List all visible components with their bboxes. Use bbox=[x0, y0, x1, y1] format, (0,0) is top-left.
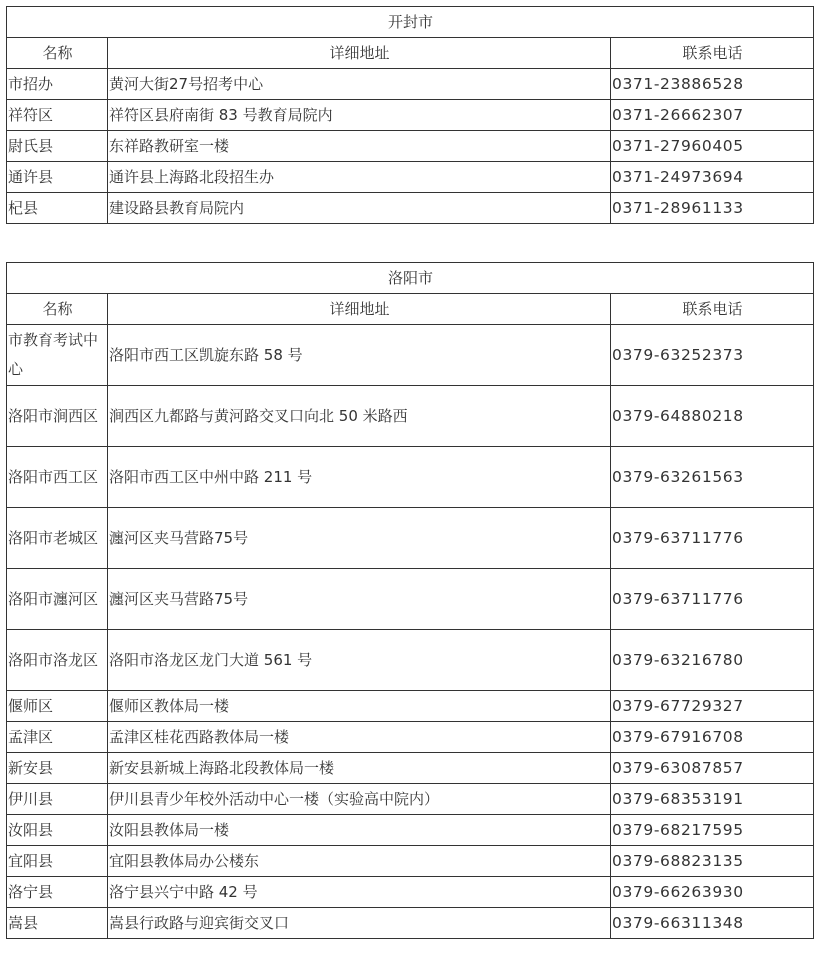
office-address: 新安县新城上海路北段教体局一楼 bbox=[108, 753, 611, 784]
column-header-name: 名称 bbox=[7, 38, 108, 69]
office-address: 洛阳市西工区凯旋东路 58 号 bbox=[108, 325, 611, 386]
city-caption: 洛阳市 bbox=[7, 263, 814, 294]
office-address: 伊川县青少年校外活动中心一楼（实验高中院内） bbox=[108, 784, 611, 815]
table-row bbox=[7, 193, 814, 224]
table-row bbox=[7, 325, 814, 386]
office-name: 祥符区 bbox=[7, 100, 108, 131]
office-address: 黄河大街27号招考中心 bbox=[108, 69, 611, 100]
office-phone: 0379-67916708 bbox=[611, 722, 814, 753]
table-row bbox=[7, 386, 814, 447]
office-address: 洛宁县兴宁中路 42 号 bbox=[108, 877, 611, 908]
office-name: 洛阳市洛龙区 bbox=[7, 630, 108, 691]
office-address: 瀍河区夹马营路75号 bbox=[108, 569, 611, 630]
office-phone: 0371-24973694 bbox=[611, 162, 814, 193]
table-row bbox=[7, 877, 814, 908]
office-address: 东祥路教研室一楼 bbox=[108, 131, 611, 162]
office-phone: 0379-68823135 bbox=[611, 846, 814, 877]
office-name: 尉氏县 bbox=[7, 131, 108, 162]
office-phone: 0379-63252373 bbox=[611, 325, 814, 386]
office-phone: 0379-63087857 bbox=[611, 753, 814, 784]
office-phone: 0379-67729327 bbox=[611, 691, 814, 722]
office-name: 偃师区 bbox=[7, 691, 108, 722]
table-row bbox=[7, 908, 814, 939]
table-row bbox=[7, 846, 814, 877]
office-name: 洛宁县 bbox=[7, 877, 108, 908]
office-phone: 0379-68217595 bbox=[611, 815, 814, 846]
office-address: 洛阳市洛龙区龙门大道 561 号 bbox=[108, 630, 611, 691]
table-row bbox=[7, 162, 814, 193]
office-address: 建设路县教育局院内 bbox=[108, 193, 611, 224]
column-header-address: 详细地址 bbox=[108, 38, 611, 69]
table-row bbox=[7, 131, 814, 162]
office-address: 偃师区教体局一楼 bbox=[108, 691, 611, 722]
table-row bbox=[7, 508, 814, 569]
table-header-row bbox=[7, 38, 814, 69]
table-caption-row bbox=[7, 263, 814, 294]
table-row bbox=[7, 630, 814, 691]
office-phone: 0379-64880218 bbox=[611, 386, 814, 447]
table-row bbox=[7, 691, 814, 722]
office-phone: 0371-27960405 bbox=[611, 131, 814, 162]
office-address: 涧西区九都路与黄河路交叉口向北 50 米路西 bbox=[108, 386, 611, 447]
table-row bbox=[7, 100, 814, 131]
office-phone: 0379-63711776 bbox=[611, 508, 814, 569]
table-row bbox=[7, 569, 814, 630]
office-name: 洛阳市涧西区 bbox=[7, 386, 108, 447]
office-name: 新安县 bbox=[7, 753, 108, 784]
city-caption: 开封市 bbox=[7, 7, 814, 38]
office-name: 嵩县 bbox=[7, 908, 108, 939]
table-row bbox=[7, 69, 814, 100]
office-phone: 0371-23886528 bbox=[611, 69, 814, 100]
office-phone: 0379-68353191 bbox=[611, 784, 814, 815]
office-name: 宜阳县 bbox=[7, 846, 108, 877]
column-header-phone: 联系电话 bbox=[611, 38, 814, 69]
kaifeng-office-table bbox=[6, 6, 814, 224]
table-row bbox=[7, 784, 814, 815]
luoyang-office-table bbox=[6, 262, 814, 939]
office-address: 瀍河区夹马营路75号 bbox=[108, 508, 611, 569]
column-header-address: 详细地址 bbox=[108, 294, 611, 325]
office-name: 伊川县 bbox=[7, 784, 108, 815]
table-caption-row bbox=[7, 7, 814, 38]
office-phone: 0379-63711776 bbox=[611, 569, 814, 630]
office-name: 市招办 bbox=[7, 69, 108, 100]
column-header-name: 名称 bbox=[7, 294, 108, 325]
office-address: 汝阳县教体局一楼 bbox=[108, 815, 611, 846]
office-name: 杞县 bbox=[7, 193, 108, 224]
office-name: 通许县 bbox=[7, 162, 108, 193]
office-phone: 0371-28961133 bbox=[611, 193, 814, 224]
office-name: 汝阳县 bbox=[7, 815, 108, 846]
office-name: 洛阳市西工区 bbox=[7, 447, 108, 508]
table-row bbox=[7, 722, 814, 753]
office-address: 祥符区县府南街 83 号教育局院内 bbox=[108, 100, 611, 131]
office-name: 洛阳市老城区 bbox=[7, 508, 108, 569]
table-row bbox=[7, 753, 814, 784]
office-address: 宜阳县教体局办公楼东 bbox=[108, 846, 611, 877]
table-row bbox=[7, 447, 814, 508]
office-address: 嵩县行政路与迎宾街交叉口 bbox=[108, 908, 611, 939]
office-address: 洛阳市西工区中州中路 211 号 bbox=[108, 447, 611, 508]
office-phone: 0379-66263930 bbox=[611, 877, 814, 908]
office-address: 通许县上海路北段招生办 bbox=[108, 162, 611, 193]
office-phone: 0379-63261563 bbox=[611, 447, 814, 508]
table-header-row bbox=[7, 294, 814, 325]
table-row bbox=[7, 815, 814, 846]
office-phone: 0371-26662307 bbox=[611, 100, 814, 131]
office-phone: 0379-66311348 bbox=[611, 908, 814, 939]
office-name: 洛阳市瀍河区 bbox=[7, 569, 108, 630]
office-name: 孟津区 bbox=[7, 722, 108, 753]
office-address: 孟津区桂花西路教体局一楼 bbox=[108, 722, 611, 753]
column-header-phone: 联系电话 bbox=[611, 294, 814, 325]
office-name: 市教育考试中心 bbox=[7, 325, 108, 386]
office-phone: 0379-63216780 bbox=[611, 630, 814, 691]
